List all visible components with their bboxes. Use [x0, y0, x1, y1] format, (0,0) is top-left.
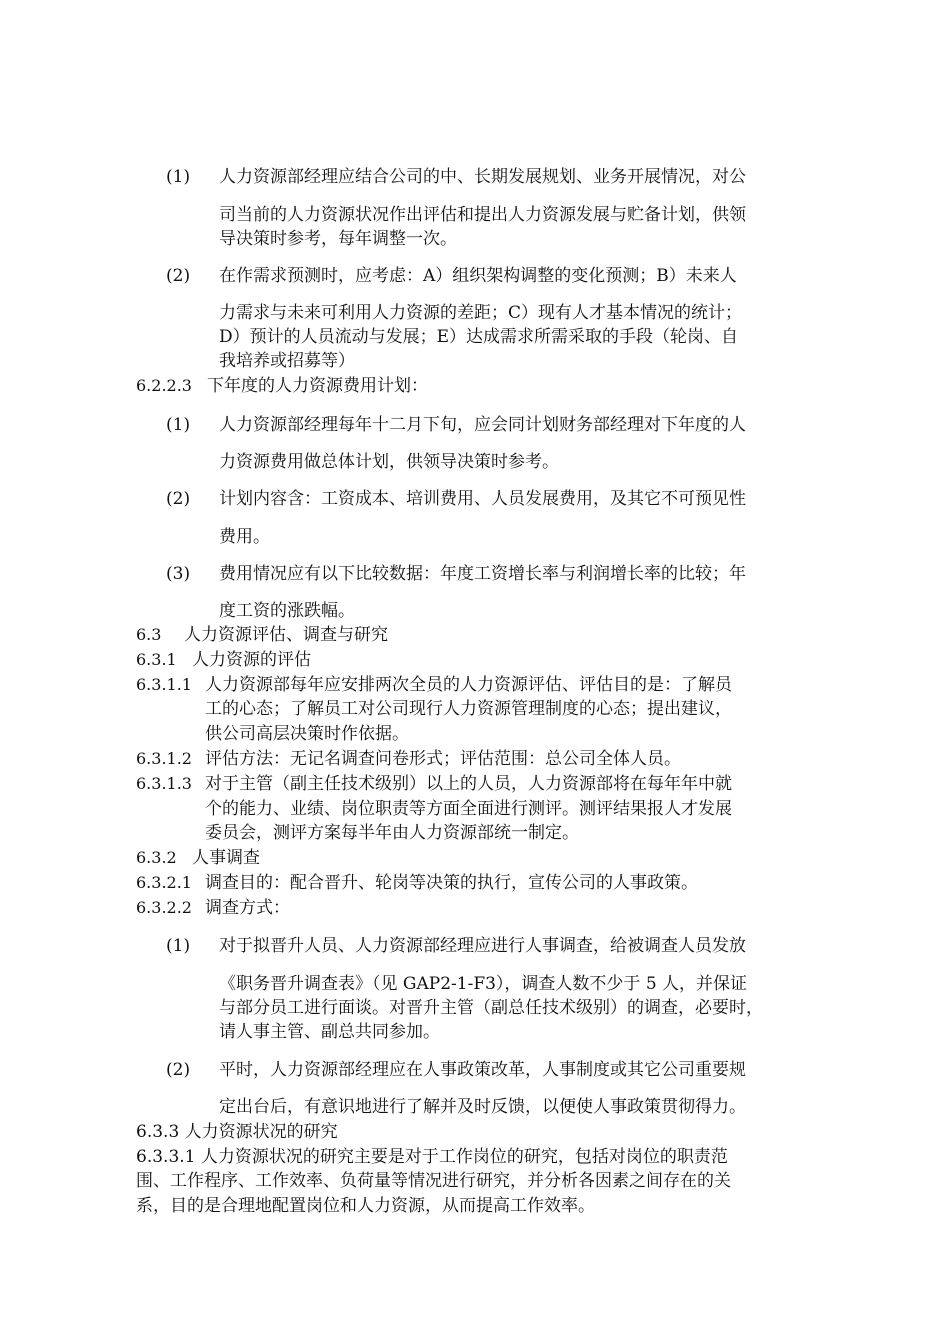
- item-marker: (1): [166, 415, 191, 435]
- item-marker: (2): [166, 1060, 191, 1080]
- section-heading: 人事调查: [192, 848, 260, 868]
- section-number: 6.3.1.3: [136, 774, 192, 793]
- paragraph-line: 费用情况应有以下比较数据：年度工资增长率与利润增长率的比较；年: [219, 564, 746, 584]
- paragraph-line: 工的心态；了解员工对公司现行人力资源管理制度的心态；提出建议，: [205, 699, 732, 719]
- paragraph-line: 费用。: [219, 527, 270, 547]
- paragraph-line: 与部分员工进行面谈。对晋升主管（副总任技术级别）的调查，必要时，: [219, 998, 763, 1018]
- section-number: 6.3.1: [136, 650, 177, 669]
- section-number: 6.3.1.1: [136, 675, 192, 694]
- item-marker: (2): [166, 489, 191, 509]
- section-number: 6.3.2.2: [136, 898, 192, 917]
- paragraph-line: 人力资源部每年应安排两次全员的人力资源评估、评估目的是：了解员: [205, 675, 732, 695]
- item-marker: (3): [166, 564, 191, 584]
- section-heading: 人力资源评估、调查与研究: [184, 625, 388, 645]
- paragraph-line: 平时，人力资源部经理应在人事政策改革，人事制度或其它公司重要规: [219, 1060, 746, 1080]
- paragraph-line: 围、工作程序、工作效率、负荷量等情况进行研究，并分析各因素之间存在的关: [136, 1171, 731, 1191]
- paragraph-line: 6.3.3.1 人力资源状况的研究主要是对于工作岗位的研究，包括对岗位的职责范: [136, 1147, 728, 1167]
- item-marker: (1): [166, 167, 191, 187]
- paragraph-line: 委员会，测评方案每半年由人力资源部统一制定。: [205, 823, 579, 843]
- paragraph-line: 我培养或招募等）: [219, 351, 355, 371]
- section-number: 6.3.2.1: [136, 873, 192, 892]
- section-number: 6.3.1.2: [136, 749, 192, 768]
- section-number: 6.2.2.3: [136, 376, 192, 395]
- paragraph-line: 度工资的涨跌幅。: [219, 601, 355, 621]
- paragraph-line: 个的能力、业绩、岗位职责等方面全面进行测评。测评结果报人才发展: [205, 799, 732, 819]
- paragraph-line: 在作需求预测时，应考虑：A）组织架构调整的变化预测；B）未来人: [219, 266, 737, 286]
- section-heading: 下年度的人力资源费用计划：: [207, 376, 428, 396]
- section-heading: 人力资源的评估: [192, 650, 311, 670]
- section-number: 6.3.2: [136, 848, 177, 867]
- paragraph-line: 《职务晋升调查表》（见 GAP2-1-F3），调查人数不少于 5 人，并保证: [219, 974, 748, 994]
- paragraph-line: 系，目的是合理地配置岗位和人力资源，从而提高工作效率。: [136, 1196, 595, 1216]
- paragraph-line: 力需求与未来可利用人力资源的差距；C）现有人才基本情况的统计；: [219, 303, 743, 323]
- paragraph-line: 力资源费用做总体计划，供领导决策时参考。: [219, 452, 559, 472]
- paragraph-line: 供公司高层决策时作依据。: [205, 724, 409, 744]
- paragraph-line: 人力资源部经理每年十二月下旬，应会同计划财务部经理对下年度的人: [219, 415, 746, 435]
- paragraph-line: 人力资源部经理应结合公司的中、长期发展规划、业务开展情况，对公: [219, 167, 746, 187]
- item-marker: (1): [166, 936, 191, 956]
- item-marker: (2): [166, 266, 191, 286]
- section-number: 6.3: [136, 625, 162, 644]
- paragraph-line: 对于主管（副主任技术级别）以上的人员，人力资源部将在每年年中就: [205, 774, 732, 794]
- paragraph-line: D）预计的人员流动与发展；E）达成需求所需采取的手段（轮岗、自: [219, 327, 739, 347]
- paragraph-line: 导决策时参考，每年调整一次。: [219, 229, 457, 249]
- section-heading: 6.3.3 人力资源状况的研究: [136, 1122, 338, 1142]
- paragraph-line: 评估方法：无记名调查问卷形式；评估范围：总公司全体人员。: [205, 749, 681, 769]
- paragraph-line: 对于拟晋升人员、人力资源部经理应进行人事调查，给被调查人员发放: [219, 936, 746, 956]
- paragraph-line: 请人事主管、副总共同参加。: [219, 1022, 440, 1042]
- paragraph-line: 计划内容含：工资成本、培训费用、人员发展费用，及其它不可预见性: [219, 489, 746, 509]
- paragraph-line: 司当前的人力资源状况作出评估和提出人力资源发展与贮备计划，供领: [219, 205, 746, 225]
- paragraph-line: 定出台后，有意识地进行了解并及时反馈，以便使人事政策贯彻得力。: [219, 1097, 746, 1117]
- paragraph-line: 调查方式：: [205, 898, 290, 918]
- paragraph-line: 调查目的：配合晋升、轮岗等决策的执行，宣传公司的人事政策。: [205, 873, 698, 893]
